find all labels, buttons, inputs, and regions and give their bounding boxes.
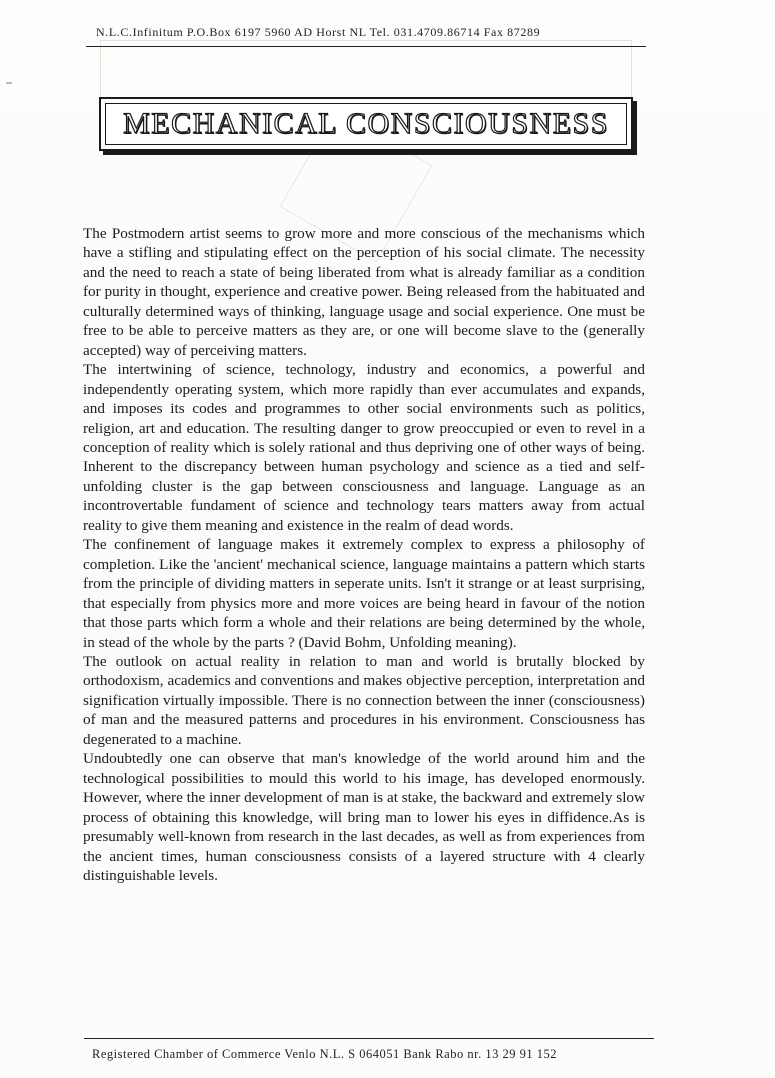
paragraph: The Postmodern artist seems to grow more and more conscious of the mechanisms which have a stifling and stipulating effect on the perception of his social climate. The necessity and the need to reach a state of being liberated from what is already familiar as a condition for purity in thought, experience and creative power. Being released from the habituated and culturally determined ways of thinking, language usage and social experience. One must be free to be able to perceive matters as they are, or one will become slave to the (generally accepted) way of perceiving matters. xyxy=(83,225,645,359)
footer-registration-line: Registered Chamber of Commerce Venlo N.L. S 064051 Bank Rabo nr. 13 29 91 152 xyxy=(92,1047,557,1061)
margin-mark xyxy=(6,82,12,84)
paragraph: The outlook on actual reality in relation to man and world is brutally blocked by orthodoxism, academics and conventions and makes objective perception, interpretation and signification virtually impossible. There is no connection between the inner (consciousness) of man and the measured patterns and procedures in his environment. Consciousness has degenerated to a machine. xyxy=(83,652,645,748)
title-inner-frame xyxy=(105,103,627,145)
letterhead-header xyxy=(86,20,646,47)
letterhead-footer xyxy=(84,1038,654,1062)
paragraph: The intertwining of science, technology, industry and economics, a powerful and independently operating system, which more rapidly than ever accumulates and expands, and imposes its codes and programmes to other social environments such as politics, religion, art and education. The resulting danger to grow preoccupied or even to revel in a conception of reality which is solely rational and thus depriving one of other ways of being. Inherent to the discrepancy between human psychology and science as a tied and self-unfolding cluster is the gap between consciousness and language. Language as an incontrovertable fundament of science and technology tears matters away from actual reality to give them meaning and existence in the realm of dead words. xyxy=(83,361,645,534)
paragraph: The confinement of language makes it extremely complex to express a philosophy of completion. Like the 'ancient' mechanical science, language maintains a pattern which starts from the principle of dividing matters in seperate units. Isn't it strange or at least surprising, that especially from physics more and more voices are being heard in favour of the notion that those parts which form a whole and their relations are being determined by the whole, in stead of the whole by the parts ? (David Bohm, Unfolding meaning). xyxy=(83,536,645,651)
bleed-through-box xyxy=(100,40,632,100)
paragraph: Undoubtedly one can observe that man's knowledge of the world around him and the technological possibilities to mould this world to his image, has developed enormously. However, where the inner development of man is at stake, the backward and extremely slow process of obtaining this knowledge, will bring man to lower his eyes in diffidence.As is presumably well-known from research in the last decades, as well as from experiences from the ancient times, human consciousness consists of a layered structure with 4 clearly distinguishable levels. xyxy=(83,750,645,884)
title-frame xyxy=(99,97,633,151)
article-body xyxy=(83,224,645,885)
page-title: MECHANICAL CONSCIOUSNESS xyxy=(123,107,609,140)
header-contact-line: N.L.C.Infinitum P.O.Box 6197 5960 AD Horst NL Tel. 031.4709.86714 Fax 87289 xyxy=(96,25,541,39)
